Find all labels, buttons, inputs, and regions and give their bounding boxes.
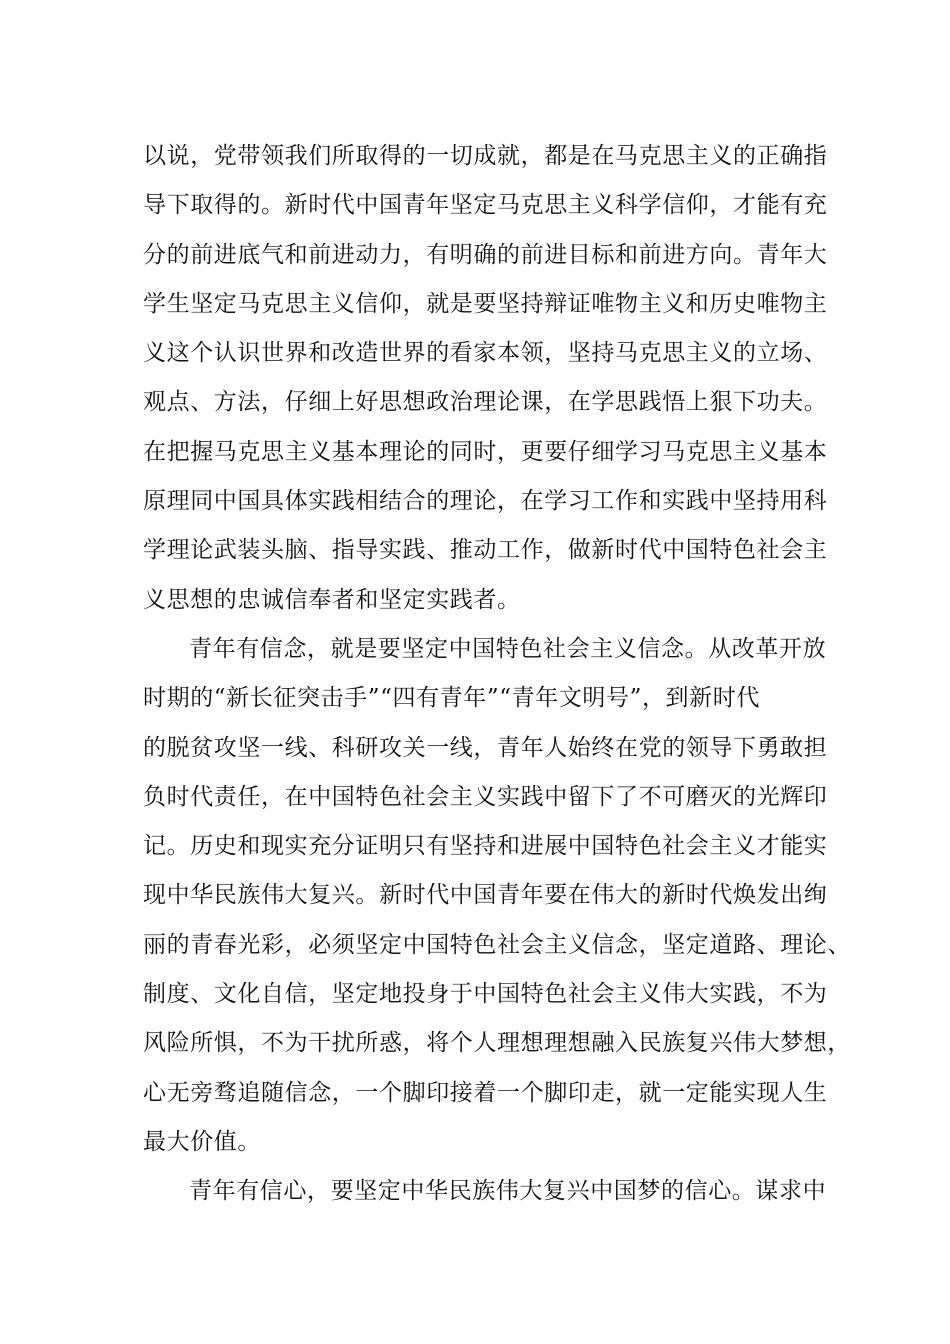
text-line: 以说，党带领我们所取得的一切成就，都是在马克思主义的正确指 [143, 143, 828, 169]
body-text [143, 132, 851, 1217]
text-line: 学生坚定马克思主义信仰，就是要坚持辩证唯物主义和历史唯物主 [143, 290, 828, 317]
paragraph-start-line: 青年有信念，就是要坚定中国特色社会主义信念。从改革开放 [189, 635, 827, 662]
text-line: 记。历史和现实充分证明只有坚持和进展中国特色社会主义才能实 [143, 833, 828, 860]
text-line: 在把握马克思主义基本理论的同时，更要仔细学习马克思主义基本 [143, 438, 828, 465]
text-line: 现中华民族伟大复兴。新时代中国青年要在伟大的新时代焕发出绚 [143, 882, 828, 909]
text-line: 最大价值。 [143, 1128, 261, 1155]
text-line: 学理论武装头脑、指导实践、推动工作，做新时代中国特色社会主 [143, 537, 828, 564]
text-line: 时期的“新长征突击手”“四有青年”“青年文明号”，到新时代 [143, 685, 760, 712]
text-line: 原理同中国具体实践相结合的理论，在学习工作和实践中坚持用科 [143, 488, 828, 515]
text-line: 分的前进底气和前进动力，有明确的前进目标和前进方向。青年大 [143, 241, 828, 268]
text-line: 导下取得的。新时代中国青年坚定马克思主义科学信仰，才能有充 [143, 192, 828, 219]
text-line: 风险所惧，不为干扰所惑，将个人理想理想融入民族复兴伟大梦想， [143, 1030, 851, 1057]
text-line: 丽的青春光彩，必须坚定中国特色社会主义信念，坚定道路、理论、 [143, 931, 851, 958]
text-line: 制度、文化自信，坚定地投身于中国特色社会主义伟大实践，不为 [143, 981, 828, 1008]
text-line: 观点、方法，仔细上好思想政治理论课，在学思践悟上狠下功夫。 [143, 389, 828, 416]
text-line: 义这个认识世界和改造世界的看家本领，坚持马克思主义的立场、 [143, 340, 828, 367]
text-line: 负时代责任，在中国特色社会主义实践中留下了不可磨灭的光辉印 [143, 783, 828, 810]
text-line: 义思想的忠诚信奉者和坚定实践者。 [143, 586, 521, 613]
paragraph-start-line: 青年有信心，要坚定中华民族伟大复兴中国梦的信心。谋求中 [189, 1178, 827, 1205]
text-line: 的脱贫攻坚一线、科研攻关一线，青年人始终在党的领导下勇敢担 [143, 734, 828, 761]
text-line: 心无旁骛追随信念，一个脚印接着一个脚印走，就一定能实现人生 [143, 1079, 828, 1106]
